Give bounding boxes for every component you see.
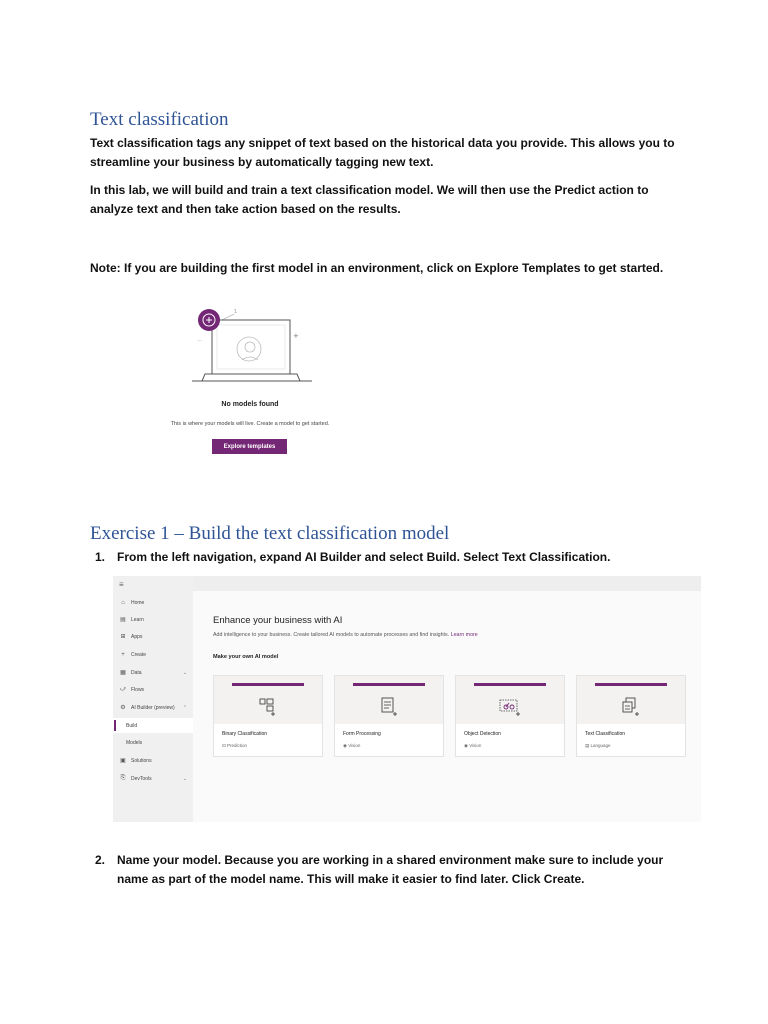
hamburger-icon[interactable]: ≡ (119, 580, 124, 589)
card-binary-classification[interactable] (213, 675, 323, 757)
vision-icon: ◉ (343, 743, 347, 748)
nav-item-build[interactable] (113, 718, 193, 733)
card-object-detection[interactable] (455, 675, 565, 757)
card-subtitle (222, 743, 247, 749)
section-title: Make your own AI model (213, 654, 279, 660)
nav-item-models[interactable] (113, 735, 193, 750)
step-number: 1. (95, 550, 106, 564)
note-paragraph: Note: If you are building the first model in an environment, click on Explore Templates to get started. (90, 261, 664, 275)
svg-text:1: 1 (234, 309, 238, 315)
card-accent-bar (595, 683, 667, 686)
ai-builder-icon: ⚙ (120, 705, 126, 711)
card-accent-bar (474, 683, 546, 686)
page-title: Enhance your business with AI (213, 615, 343, 626)
text-classification-icon (620, 695, 642, 717)
language-icon: ▤ (585, 743, 590, 748)
card-accent-bar (232, 683, 304, 686)
card-subtitle (343, 743, 360, 749)
binary-classification-icon (257, 695, 279, 717)
card-accent-bar (353, 683, 425, 686)
card-category: Vision (469, 743, 482, 748)
nav-item-solutions[interactable] (113, 753, 193, 768)
card-title: Object Detection (464, 731, 501, 737)
explore-templates-button[interactable]: Explore templates (212, 439, 287, 454)
nav-label: Data (131, 669, 142, 676)
nav-item-ai-builder[interactable] (113, 700, 193, 715)
nav-item-apps[interactable] (113, 629, 193, 644)
intro-paragraph: Text classification tags any snippet of text based on the historical data you provide. This allows you to streamline your business by automatically tagging new text. (90, 136, 675, 169)
nav-label: DevTools (131, 775, 152, 782)
exercise-heading: Exercise 1 – Build the text classification model (90, 523, 450, 544)
nav-item-create[interactable] (113, 647, 193, 662)
description-text: Add intelligence to your business. Create tailored AI models to automate processes and find insights. (213, 632, 450, 638)
prediction-icon: ⊡ (222, 743, 226, 748)
step-text: From the left navigation, expand AI Builder and select Build. Select Text Classification. (117, 550, 611, 564)
nav-label: AI Builder (preview) (131, 704, 175, 711)
card-image (456, 676, 564, 724)
flow-icon: ⤻ (119, 686, 127, 692)
nav-label: Learn (131, 616, 144, 623)
vision-icon: ◉ (464, 743, 468, 748)
nav-item-learn[interactable] (113, 612, 193, 627)
card-image (335, 676, 443, 724)
lab-paragraph: In this lab, we will build and train a text classification model. We will then use the Predict action to analyze text and then take action based on the results. (90, 183, 649, 216)
home-icon: ⌂ (121, 599, 125, 606)
card-category: Language (590, 743, 611, 748)
empty-state-title: No models found (221, 401, 279, 408)
card-title: Text Classification (585, 731, 626, 737)
table-icon: ▦ (120, 670, 126, 676)
nav-label: Home (131, 599, 145, 606)
card-category: Vision (348, 743, 361, 748)
book-icon: ▤ (120, 617, 126, 623)
card-category: Prediction (227, 743, 248, 748)
chevron-down-icon: ⌄ (182, 775, 187, 782)
card-image (214, 676, 322, 724)
nav-label: Create (131, 651, 147, 658)
card-subtitle (464, 743, 481, 749)
empty-state-description: This is where your models will live. Create a model to get started. (170, 421, 330, 427)
step-text: Name your model. Because you are working in a shared environment make sure to include your name as part of the model name. This will make it easier to find later. Click Create. (117, 853, 664, 886)
main-content (193, 591, 701, 822)
nav-item-home[interactable] (113, 595, 193, 610)
nav-item-devtools[interactable] (113, 771, 193, 786)
power-apps-screenshot (113, 576, 701, 822)
card-title: Binary Classification (222, 731, 268, 737)
laptop-illustration (150, 300, 350, 400)
svg-text:+: + (293, 332, 299, 340)
left-navigation (113, 576, 193, 822)
nav-label: Apps (131, 633, 143, 640)
card-form-processing[interactable] (334, 675, 444, 757)
learn-more-link[interactable]: Learn more (450, 632, 478, 638)
form-processing-icon (378, 695, 400, 717)
object-detection-icon (497, 695, 523, 717)
plus-icon: + (121, 651, 125, 658)
empty-state-illustration (150, 300, 350, 460)
chevron-down-icon: ⌄ (182, 669, 187, 676)
nav-item-data[interactable] (113, 665, 193, 680)
svg-text:⌐: ⌐ (198, 338, 203, 344)
step-2 (95, 851, 677, 889)
top-bar (193, 576, 701, 591)
apps-icon: ⊞ (120, 634, 126, 640)
nav-label: Flows (131, 686, 145, 693)
card-text-classification[interactable] (576, 675, 686, 757)
section-heading: Text classification (90, 109, 229, 130)
card-image (577, 676, 685, 724)
step-1 (95, 548, 697, 567)
page-description (213, 632, 478, 638)
nav-label: Solutions (131, 757, 152, 764)
solutions-icon: ▣ (120, 758, 126, 764)
card-subtitle (585, 743, 611, 749)
card-title: Form Processing (343, 731, 381, 737)
devtools-icon: ⎘ (120, 775, 126, 781)
nav-label: Models (126, 739, 143, 746)
nav-label: Build (126, 722, 138, 729)
step-number: 2. (95, 853, 106, 867)
nav-item-flows[interactable] (113, 682, 193, 697)
chevron-up-icon: ⌃ (182, 704, 187, 711)
